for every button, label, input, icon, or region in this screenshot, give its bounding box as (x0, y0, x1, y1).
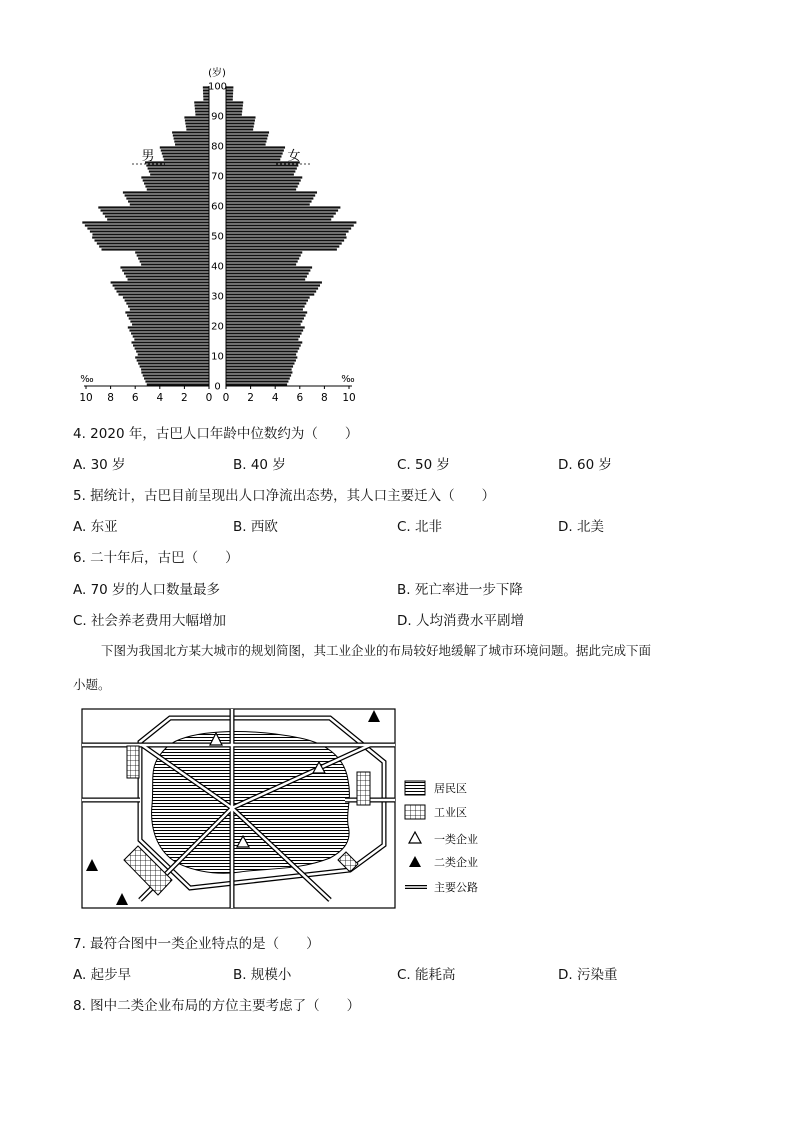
female-bar (226, 245, 339, 247)
q4-option-a: A. 30 岁 (73, 457, 126, 473)
male-bar (128, 326, 209, 328)
left-unit: ‰ (80, 374, 94, 385)
male-bar (126, 197, 209, 199)
male-bar (144, 377, 209, 379)
female-bar (226, 122, 254, 124)
female-label: 女 (287, 149, 301, 164)
female-bar (226, 371, 292, 373)
male-bar (124, 272, 209, 274)
male-bar (87, 227, 209, 229)
male-label: 男 (141, 149, 155, 164)
female-bar (226, 176, 302, 178)
y-tick-label: 30 (211, 291, 224, 303)
female-bar (226, 248, 337, 250)
right-unit: ‰ (341, 374, 355, 385)
male-bar (132, 341, 209, 343)
question-8: 8. 图中二类企业布局的方位主要考虑了（ ） (73, 998, 361, 1014)
male-bar (128, 200, 209, 202)
x-tick-label-right: 6 (296, 392, 304, 404)
male-bar (123, 191, 209, 193)
female-bar (226, 254, 301, 256)
x-tick-label-left: 8 (107, 392, 114, 404)
legend-class1: 一类企业 (434, 833, 478, 846)
q4-option-b: B. 40 岁 (233, 457, 286, 473)
q5-option-d: D. 北美 (558, 519, 604, 535)
y-tick-label: 90 (211, 111, 224, 123)
q6-option-a: A. 70 岁的人口数量最多 (73, 582, 221, 598)
female-bar (226, 296, 310, 298)
female-bar (226, 125, 254, 127)
intro-line-1: 下图为我国北方某大城市的规划简图，其工业企业的布局较好地缓解了城市环境问题。据此完成下面 (101, 643, 652, 658)
q4-option-c: C. 50 岁 (397, 457, 450, 473)
male-bar (141, 263, 209, 265)
male-bar (133, 344, 209, 346)
female-bar (226, 95, 233, 97)
x-tick-label-right: 0 (222, 392, 230, 404)
female-bar (226, 119, 255, 121)
female-bar (226, 302, 306, 304)
male-bar (94, 239, 209, 241)
female-bar (226, 239, 344, 241)
female-bar (226, 320, 302, 322)
female-bar (226, 230, 349, 232)
female-bar (226, 326, 305, 328)
female-bar (226, 155, 281, 157)
male-bar (105, 215, 209, 217)
female-bar (226, 266, 312, 268)
residential-area (152, 732, 350, 874)
female-bar (226, 200, 312, 202)
female-bar (226, 110, 242, 112)
male-bar (174, 140, 209, 142)
female-bar (226, 212, 336, 214)
female-bar (226, 341, 302, 343)
industrial-zone-west (127, 746, 139, 778)
male-bar (162, 152, 209, 154)
female-bar (226, 149, 284, 151)
female-bar (226, 233, 346, 235)
male-bar (172, 131, 209, 133)
male-bar (145, 185, 209, 187)
female-bar (226, 191, 317, 193)
male-bar (138, 362, 209, 364)
y-tick-label: 60 (211, 201, 224, 213)
male-bar (143, 374, 209, 376)
male-bar (186, 128, 209, 130)
male-bar (128, 305, 209, 307)
male-bar (137, 254, 209, 256)
male-bar (203, 92, 209, 94)
x-tick-label-left: 6 (131, 392, 139, 404)
female-bar (226, 116, 256, 118)
female-bar (226, 365, 293, 367)
male-bar (130, 203, 209, 205)
x-tick-label-left: 4 (156, 392, 164, 404)
male-bar (85, 224, 209, 226)
male-bar (145, 161, 209, 163)
male-bar (129, 329, 209, 331)
q5-option-c: C. 北非 (397, 519, 443, 535)
female-bar (226, 338, 298, 340)
y-tick-label: 50 (211, 231, 224, 243)
female-bar (226, 281, 322, 283)
male-bar (126, 275, 209, 277)
female-bar (226, 263, 296, 265)
male-bar (164, 158, 209, 160)
female-bar (226, 197, 313, 199)
x-tick-label-right: 10 (342, 392, 356, 404)
female-bar (226, 146, 285, 148)
male-bar (140, 365, 209, 367)
male-bar (147, 383, 209, 385)
male-bar (103, 212, 209, 214)
legend-residential: 居民区 (434, 782, 467, 795)
male-bar (92, 236, 209, 238)
y-tick-label: 40 (211, 261, 224, 273)
male-bar (140, 260, 209, 262)
female-bar (226, 215, 334, 217)
female-bar (226, 272, 309, 274)
male-bar (141, 371, 209, 373)
male-bar (122, 269, 209, 271)
female-bar (226, 101, 243, 103)
male-bar (195, 110, 209, 112)
male-bar (98, 206, 209, 208)
female-bar (226, 221, 356, 223)
q5-option-a: A. 东亚 (73, 519, 118, 535)
female-bar (226, 227, 351, 229)
male-bar (107, 218, 209, 220)
female-bar (226, 368, 292, 370)
male-bar (194, 101, 209, 103)
y-unit-label: (岁) (208, 68, 226, 79)
male-bar (150, 173, 209, 175)
legend-class2: 二类企业 (434, 856, 478, 869)
female-bar (226, 170, 295, 172)
female-bar (226, 140, 266, 142)
male-bar (173, 134, 209, 136)
female-bar (226, 104, 243, 106)
y-tick-label: 70 (211, 171, 224, 183)
q7-option-b: B. 规模小 (233, 967, 292, 983)
female-bar (226, 236, 347, 238)
male-bar (145, 380, 209, 382)
male-bar (113, 284, 209, 286)
female-bar (226, 284, 320, 286)
female-bar (226, 269, 310, 271)
female-bar (226, 260, 298, 262)
female-bar (226, 374, 291, 376)
male-bar (111, 281, 209, 283)
female-bar (226, 293, 314, 295)
q6-option-b: B. 死亡率进一步下降 (397, 582, 523, 598)
y-tick-label: 80 (211, 141, 224, 153)
female-bar (226, 224, 354, 226)
female-bar (226, 194, 315, 196)
male-bar (175, 143, 209, 145)
x-tick-label-left: 0 (205, 392, 213, 404)
male-bar (129, 317, 209, 319)
female-bar (226, 131, 269, 133)
question-6: 6. 二十年后，古巴（ ） (73, 550, 239, 566)
male-bar (138, 353, 209, 355)
female-bar (226, 98, 233, 100)
female-bar (226, 311, 307, 313)
male-bar (163, 155, 209, 157)
male-bar (92, 233, 209, 235)
female-bar (226, 344, 301, 346)
male-bar (138, 257, 209, 259)
male-bar (99, 245, 209, 247)
male-bar (195, 113, 209, 115)
female-bar (226, 377, 290, 379)
male-bar (184, 116, 209, 118)
female-bar (226, 299, 308, 301)
legend-road: 主要公路 (434, 881, 478, 894)
male-bar (118, 293, 209, 295)
male-bar (101, 248, 209, 250)
male-bar (127, 314, 209, 316)
male-bar (134, 338, 209, 340)
male-bar (203, 95, 209, 97)
female-bar (226, 164, 298, 166)
male-bar (135, 347, 209, 349)
male-bar (128, 278, 209, 280)
male-bar (125, 311, 209, 313)
legend-industrial: 工业区 (434, 806, 467, 819)
x-tick-label-right: 2 (247, 392, 254, 404)
male-bar (133, 335, 209, 337)
male-bar (160, 146, 209, 148)
female-bar (226, 356, 297, 358)
q7-option-c: C. 能耗高 (397, 967, 456, 983)
male-bar (125, 299, 209, 301)
male-bar (120, 266, 209, 268)
female-bar (226, 206, 340, 208)
female-bar (226, 305, 305, 307)
female-bar (226, 251, 302, 253)
x-tick-label-right: 8 (321, 392, 328, 404)
question-7: 7. 最符合图中一类企业特点的是（ ） (73, 936, 320, 952)
q5-option-b: B. 西欧 (233, 519, 278, 535)
question-5: 5. 据统计，古巴目前呈现出人口净流出态势，其人口主要迁入（ ） (73, 488, 496, 504)
female-bar (226, 383, 287, 385)
male-bar (148, 167, 209, 169)
female-bar (226, 347, 299, 349)
male-bar (135, 356, 209, 358)
male-bar (149, 170, 209, 172)
male-bar (203, 98, 209, 100)
q6-option-c: C. 社会养老费用大幅增加 (73, 613, 227, 629)
x-tick-label-left: 10 (79, 392, 93, 404)
y-tick-label: 10 (211, 351, 224, 363)
female-bar (226, 329, 303, 331)
female-bar (226, 290, 316, 292)
male-bar (132, 323, 209, 325)
male-bar (141, 368, 209, 370)
female-bar (226, 92, 233, 94)
male-bar (143, 179, 209, 181)
female-bar (226, 350, 298, 352)
male-bar (141, 176, 209, 178)
male-bar (130, 308, 209, 310)
male-bar (147, 188, 209, 190)
female-bar (226, 317, 304, 319)
female-bar (226, 218, 331, 220)
female-bar (226, 359, 296, 361)
q7-option-d: D. 污染重 (558, 967, 618, 983)
male-bar (123, 296, 209, 298)
female-bar (226, 152, 283, 154)
female-bar (226, 335, 300, 337)
female-bar (226, 182, 299, 184)
male-bar (136, 350, 209, 352)
female-bar (226, 209, 338, 211)
y-tick-label: 20 (211, 321, 224, 333)
male-bar (90, 230, 209, 232)
female-bar (226, 89, 233, 91)
female-bar (226, 314, 306, 316)
male-bar (174, 137, 209, 139)
female-bar (226, 362, 294, 364)
male-bar (115, 287, 209, 289)
female-bar (226, 242, 342, 244)
female-bar (226, 353, 296, 355)
female-bar (226, 278, 305, 280)
female-bar (226, 143, 266, 145)
female-bar (226, 167, 297, 169)
male-bar (125, 194, 209, 196)
male-bar (185, 122, 209, 124)
female-bar (226, 380, 288, 382)
q7-option-a: A. 起步早 (73, 967, 132, 983)
female-bar (226, 134, 268, 136)
female-bar (226, 332, 302, 334)
male-bar (195, 107, 209, 109)
male-bar (101, 209, 209, 211)
male-bar (146, 164, 209, 166)
male-bar (130, 320, 209, 322)
male-bar (135, 251, 209, 253)
male-bar (186, 125, 209, 127)
male-bar (137, 359, 209, 361)
female-bar (226, 185, 298, 187)
female-bar (226, 107, 243, 109)
female-bar (226, 173, 294, 175)
female-bar (226, 179, 301, 181)
female-bar (226, 137, 267, 139)
map-legend (405, 781, 478, 894)
intro-line-2: 小题。 (73, 677, 111, 692)
male-bar (195, 104, 209, 106)
male-bar (117, 290, 209, 292)
y-tick-label: 0 (214, 381, 221, 393)
q4-option-d: D. 60 岁 (558, 457, 612, 473)
x-tick-label-left: 2 (181, 392, 188, 404)
city-plan-map (0, 700, 794, 920)
female-bar (226, 188, 296, 190)
female-bar (226, 308, 303, 310)
female-bar (226, 128, 253, 130)
y-tick-label: 100 (207, 81, 228, 93)
male-bar (161, 149, 209, 151)
female-bar (226, 113, 242, 115)
male-bar (82, 221, 209, 223)
female-bar (226, 86, 233, 88)
female-bar (226, 158, 280, 160)
male-bar (144, 182, 209, 184)
q6-option-d: D. 人均消费水平剧增 (397, 613, 524, 629)
question-4: 4. 2020 年，古巴人口年龄中位数约为（ ） (73, 426, 359, 442)
industrial-zone-east (357, 772, 370, 805)
x-tick-label-right: 4 (271, 392, 279, 404)
female-bar (226, 287, 318, 289)
female-bar (226, 323, 301, 325)
female-bar (226, 203, 310, 205)
female-bar (226, 257, 299, 259)
female-bar (226, 275, 307, 277)
male-bar (97, 242, 209, 244)
male-bar (185, 119, 209, 121)
male-bar (126, 302, 209, 304)
male-bar (131, 332, 209, 334)
population-pyramid (0, 0, 794, 410)
